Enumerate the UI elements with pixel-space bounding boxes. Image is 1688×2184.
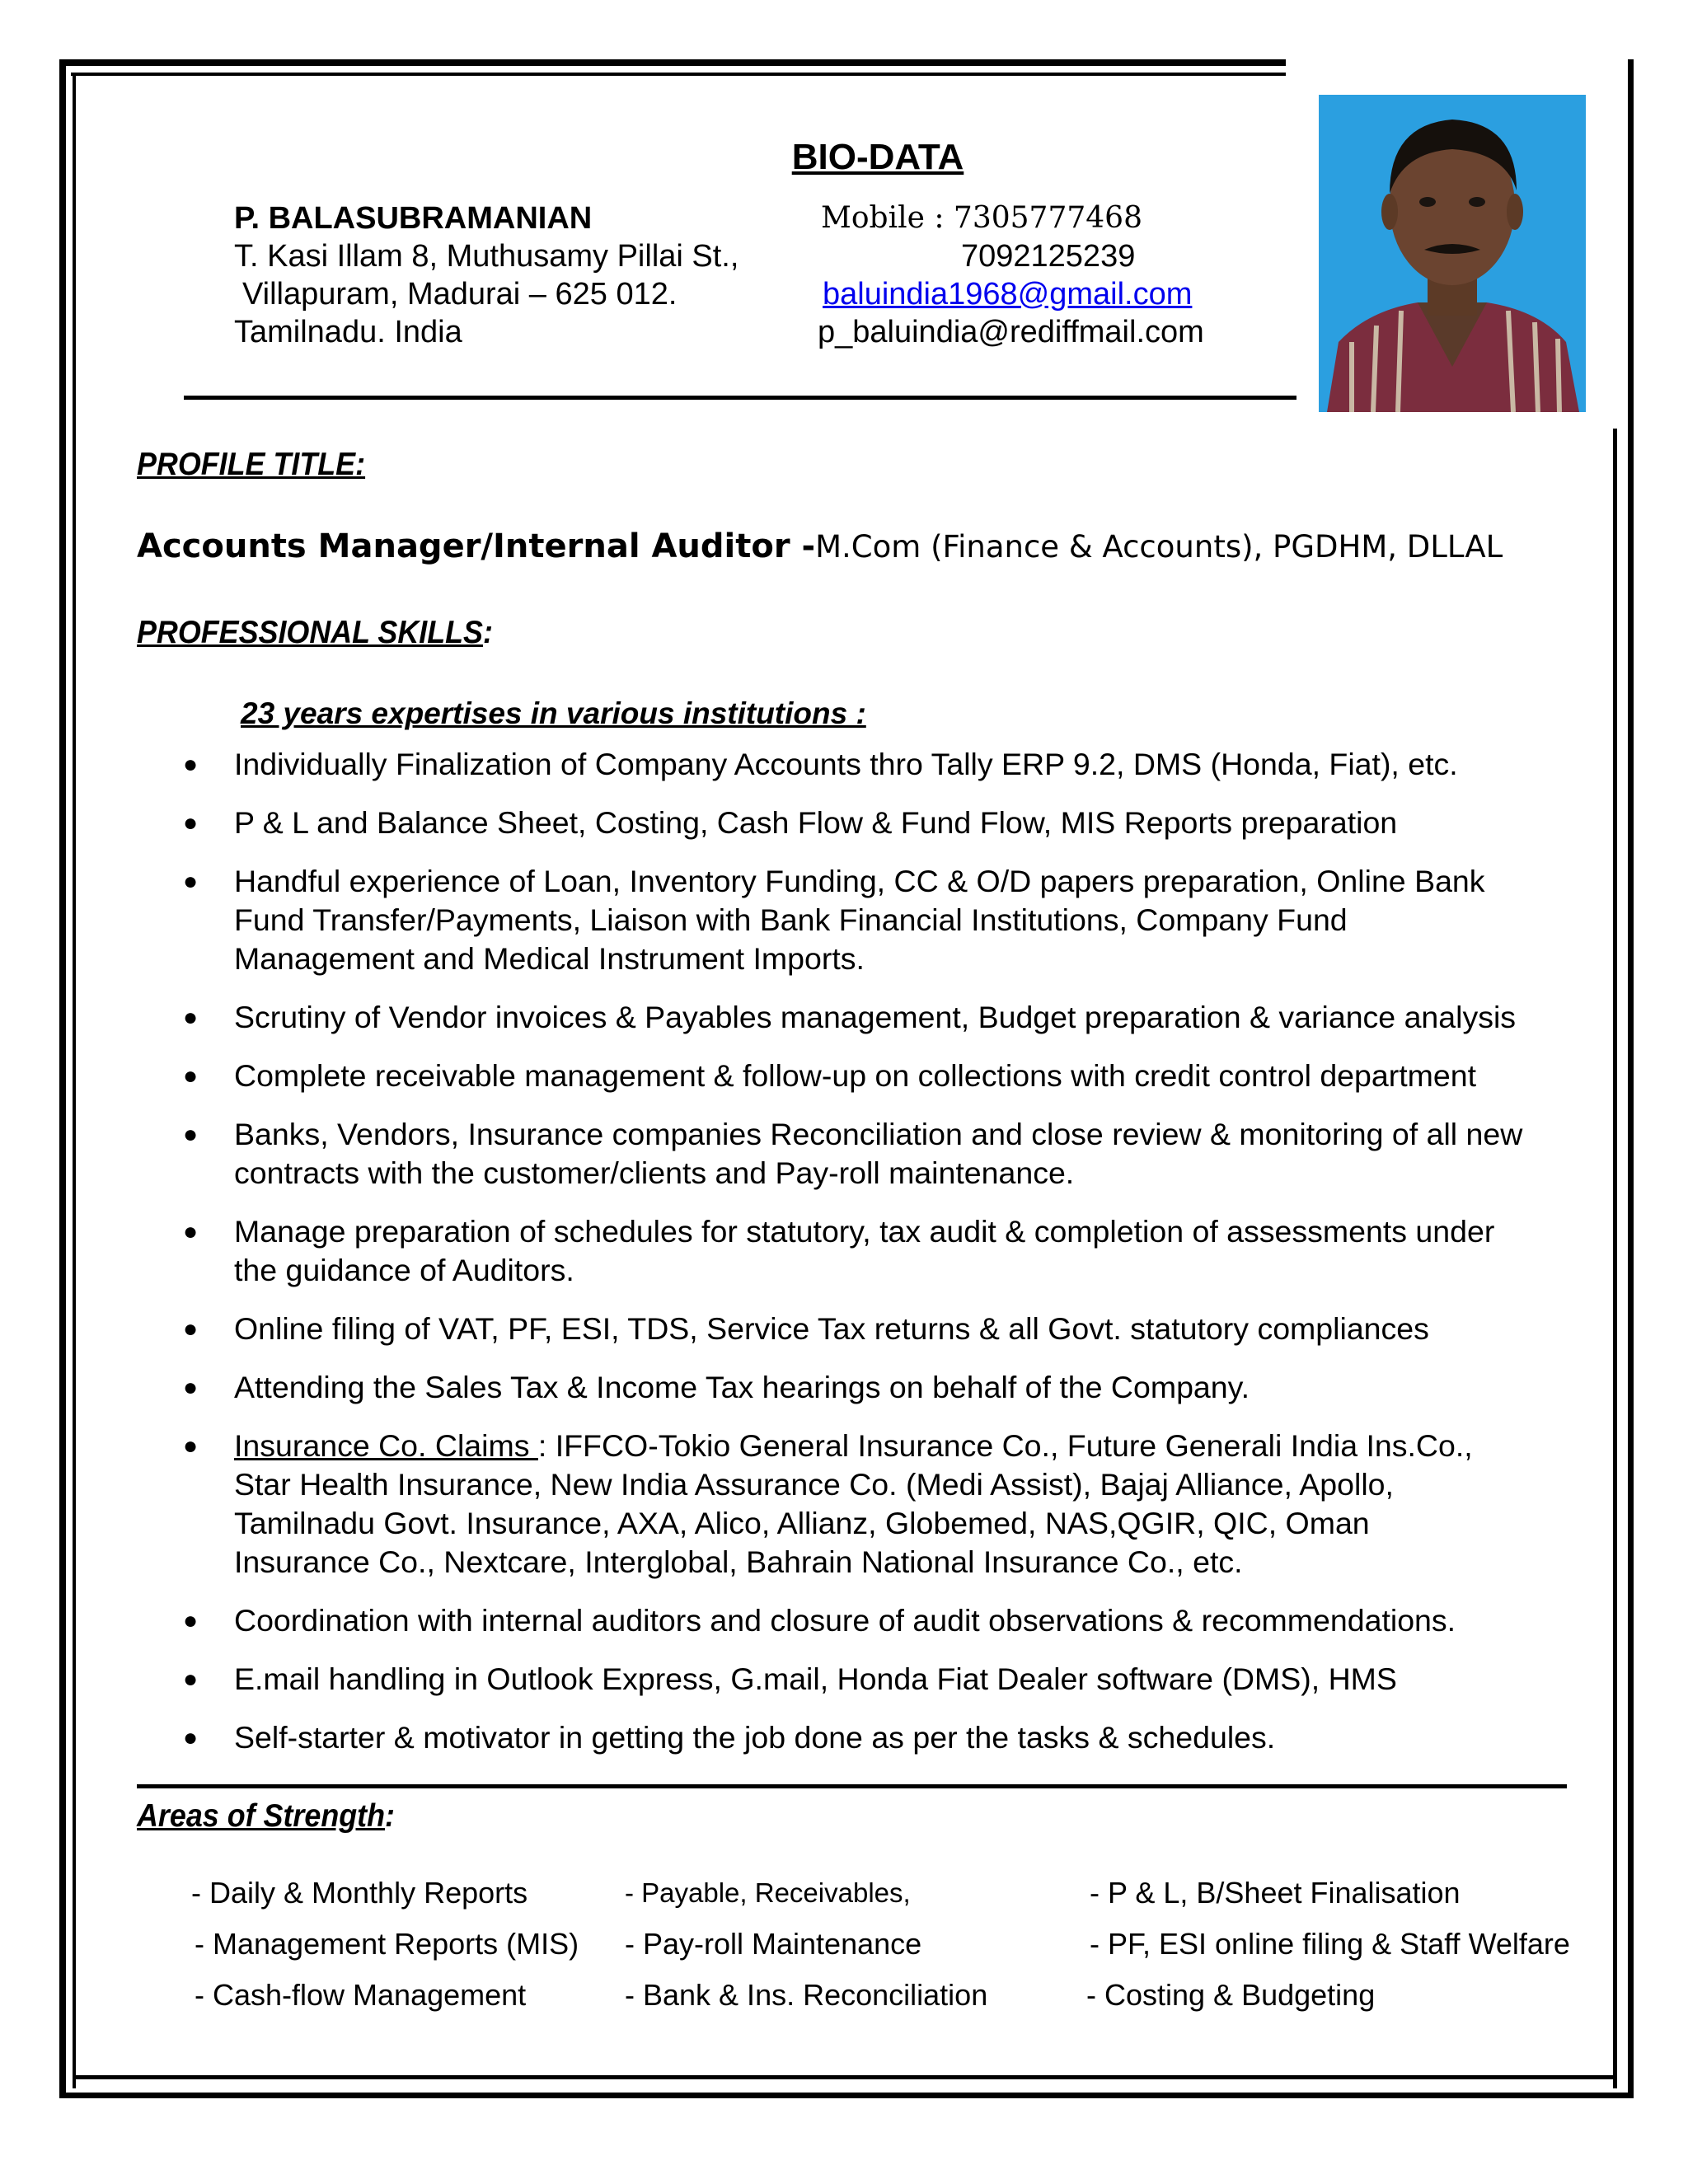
border-inner-right xyxy=(1613,429,1617,2088)
skill-text: P & L and Balance Sheet, Costing, Cash Flow & Fund Flow, MIS Reports preparation xyxy=(234,805,1398,840)
strength-item: - P & L, B/Sheet Finalisation xyxy=(1090,1876,1461,1910)
document-title: BIO-DATA xyxy=(791,137,964,177)
border-inner-left xyxy=(73,73,76,2088)
skills-list xyxy=(181,745,1599,1777)
strength-item: - Cash-flow Management xyxy=(195,1978,527,2012)
mobile-number: Mobile : 7305777468 xyxy=(821,201,1142,235)
bullet-icon: ● xyxy=(183,751,199,778)
bullet-icon: ● xyxy=(183,1666,199,1693)
experience-heading: 23 years expertises in various institutions : xyxy=(241,696,866,730)
strength-item: - Daily & Monthly Reports xyxy=(191,1876,528,1910)
list-item xyxy=(181,804,1599,842)
skills-heading-colon: : xyxy=(482,615,493,650)
border-inner-bottom xyxy=(73,2075,1617,2079)
bullet-icon: ● xyxy=(183,1218,199,1245)
list-item xyxy=(181,1718,1599,1757)
skill-text: Handful experience of Loan, Inventory Funding, CC & O/D papers preparation, Online Bank Fund Transfer/Payments, Liaison with Bank Financial Institutions, Company Fund Management and Medical Instrument Imports. xyxy=(234,864,1485,976)
border-outer-bottom xyxy=(59,2093,1634,2098)
profile-qualifications: M.Com (Finance & Accounts), PGDHM, DLLAL xyxy=(815,529,1503,565)
strengths-heading-text: Areas of Strength xyxy=(137,1798,386,1834)
skills-heading xyxy=(137,615,493,651)
skill-text: Self-starter & motivator in getting the job done as per the tasks & schedules. xyxy=(234,1720,1276,1755)
address-line-2: Villapuram, Madurai – 625 012. xyxy=(242,277,678,312)
bullet-icon: ● xyxy=(183,1315,199,1343)
bullet-icon: ● xyxy=(183,1724,199,1751)
profile-role: Accounts Manager/Internal Auditor - xyxy=(137,527,816,565)
person-name: P. BALASUBRAMANIAN xyxy=(234,201,593,236)
list-item xyxy=(181,1601,1599,1640)
header-divider xyxy=(184,396,1296,400)
skill-text: Complete receivable management & follow-up on collections with credit control department xyxy=(234,1058,1477,1093)
skill-text: Banks, Vendors, Insurance companies Reconciliation and close review & monitoring of all new contracts with the customer/clients and Pay-roll maintenance. xyxy=(234,1117,1523,1190)
bullet-icon: ● xyxy=(183,809,199,837)
skill-text: Attending the Sales Tax & Income Tax hearings on behalf of the Company. xyxy=(234,1370,1250,1404)
strength-item: - Pay-roll Maintenance xyxy=(625,1927,922,1961)
bullet-icon: ● xyxy=(183,1004,199,1031)
profile-photo xyxy=(1319,95,1586,412)
skill-text: : IFFCO-Tokio General Insurance Co., Future Generali India Ins.Co., Star Health Insurance, New India Assurance Co. (Medi Assist), Bajaj Alliance, Apollo, Tamilnadu Govt. Insurance, AXA, Alico, Allianz, Globemed, NAS,QGIR, QIC, Oman Insurance Co., Nextcare, Interglobal, Bahrain National Insurance Co., etc. xyxy=(234,1428,1473,1579)
skill-text: E.mail handling in Outlook Express, G.mail, Honda Fiat Dealer software (DMS), HMS xyxy=(234,1661,1397,1696)
list-item xyxy=(181,1368,1599,1407)
strength-item: - Management Reports (MIS) xyxy=(195,1927,579,1961)
border-outer-top xyxy=(59,59,1286,66)
skill-text: Coordination with internal auditors and closure of audit observations & recommendations. xyxy=(234,1603,1456,1638)
strengths-heading-colon: : xyxy=(385,1798,396,1834)
bullet-icon: ● xyxy=(183,1607,199,1634)
strength-item: - Payable, Receivables, xyxy=(625,1877,911,1908)
list-item xyxy=(181,1310,1599,1348)
list-item xyxy=(181,862,1599,978)
strength-item: - Bank & Ins. Reconciliation xyxy=(625,1978,988,2012)
list-item xyxy=(181,745,1599,784)
bullet-icon: ● xyxy=(183,868,199,895)
mobile-number-alt: 7092125239 xyxy=(961,239,1136,274)
strength-divider xyxy=(137,1784,1567,1788)
list-item xyxy=(181,1057,1599,1095)
list-item xyxy=(181,1427,1599,1582)
bullet-icon: ● xyxy=(183,1121,199,1148)
skill-label: Insurance Co. Claims xyxy=(234,1428,538,1463)
strengths-heading xyxy=(137,1798,395,1835)
skill-text: Individually Finalization of Company Accounts thro Tally ERP 9.2, DMS (Honda, Fiat), etc. xyxy=(234,747,1458,781)
border-outer-right xyxy=(1628,59,1634,2098)
profile-title-line xyxy=(137,527,1503,565)
portrait-illustration xyxy=(1319,95,1586,412)
email-primary-link[interactable]: baluindia1968@gmail.com xyxy=(823,277,1193,312)
skills-heading-text: PROFESSIONAL SKILLS xyxy=(137,615,483,650)
list-item xyxy=(181,1115,1599,1193)
profile-heading: PROFILE TITLE: xyxy=(137,447,366,482)
list-item xyxy=(181,998,1599,1037)
border-inner-top xyxy=(71,73,1286,76)
email-secondary: p_baluindia@rediffmail.com xyxy=(818,315,1204,349)
bullet-icon: ● xyxy=(183,1432,199,1460)
list-item xyxy=(181,1660,1599,1699)
list-item xyxy=(181,1212,1599,1290)
skill-text: Manage preparation of schedules for statutory, tax audit & completion of assessments under the guidance of Auditors. xyxy=(234,1214,1495,1287)
address-line-1: T. Kasi Illam 8, Muthusamy Pillai St., xyxy=(234,239,739,274)
border-outer-left xyxy=(59,59,66,2098)
bullet-icon: ● xyxy=(183,1374,199,1401)
strength-item: - PF, ESI online filing & Staff Welfare xyxy=(1090,1927,1570,1961)
skill-text: Online filing of VAT, PF, ESI, TDS, Service Tax returns & all Govt. statutory compliances xyxy=(234,1311,1429,1346)
strength-item: - Costing & Budgeting xyxy=(1086,1978,1376,2012)
address-line-3: Tamilnadu. India xyxy=(234,315,462,349)
bullet-icon: ● xyxy=(183,1062,199,1090)
skill-text: Scrutiny of Vendor invoices & Payables management, Budget preparation & variance analysis xyxy=(234,1000,1517,1034)
